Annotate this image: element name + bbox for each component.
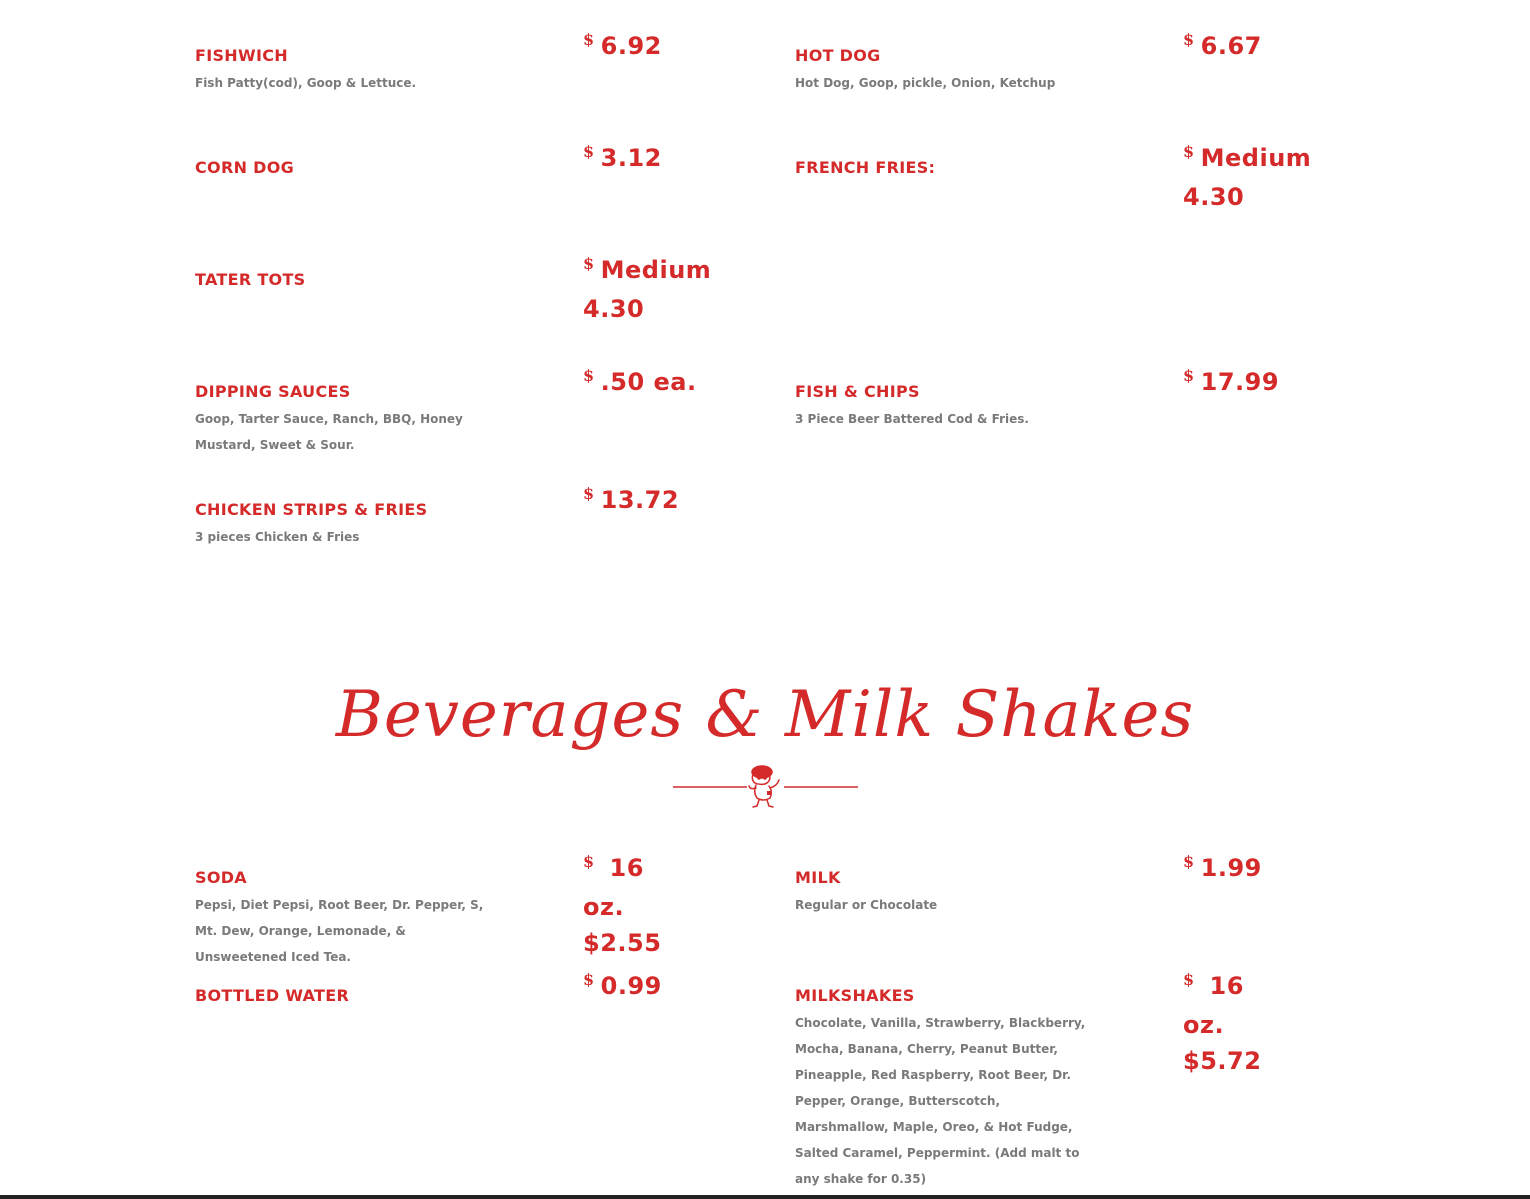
item-price xyxy=(1183,28,1333,67)
currency-symbol: $ xyxy=(583,970,595,989)
currency-symbol: $ xyxy=(583,30,595,49)
item-description: 3 Piece Beer Battered Cod & Fries. xyxy=(795,412,1029,426)
currency-symbol: $ xyxy=(583,142,595,161)
item-description: Regular or Chocolate xyxy=(795,898,938,912)
section-title-beverages: Beverages & Milk Shakes xyxy=(335,678,1195,752)
mascot-icon xyxy=(749,766,779,807)
item-description: Goop, Tarter Sauce, Ranch, BBQ, Honey Mustard, Sweet & Sour. xyxy=(195,412,463,452)
currency-symbol: $ xyxy=(583,366,595,385)
currency-symbol: $ xyxy=(1183,366,1195,385)
item-description: Chocolate, Vanilla, Strawberry, Blackberry, Mocha, Banana, Cherry, Peanut Butter, Pineapple, Red Raspberry, Root Beer, Dr. Pepper, Orange, Butterscotch, Marshmallow, Maple, Oreo, & Hot Fudge, Salted Caramel, Peppermint. (Add malt to any shake for 0.35) xyxy=(795,1016,1086,1186)
item-price-value: 17.99 xyxy=(1200,368,1280,396)
item-description: Hot Dog, Goop, pickle, Onion, Ketchup xyxy=(795,76,1056,90)
item-name: DIPPING SAUCES xyxy=(195,382,351,401)
item-name: MILK xyxy=(795,868,841,887)
item-name: CORN DOG xyxy=(195,158,295,177)
item-description: Fish Patty(cod), Goop & Lettuce. xyxy=(195,76,417,90)
item-price-value: 16 oz. $2.55 xyxy=(583,854,662,957)
item-description: Pepsi, Diet Pepsi, Root Beer, Dr. Pepper, S, Mt. Dew, Orange, Lemonade, & Unsweetened Iced Tea. xyxy=(195,898,484,964)
currency-symbol: $ xyxy=(583,484,595,503)
item-price-value: .50 ea. xyxy=(600,368,697,396)
item-price-value: 0.99 xyxy=(600,972,662,1000)
item-price-value: 13.72 xyxy=(600,486,680,514)
item-price xyxy=(583,252,713,327)
item-price xyxy=(583,28,733,67)
item-price xyxy=(583,140,733,179)
item-name: TATER TOTS xyxy=(195,270,306,289)
item-price xyxy=(1183,364,1333,403)
item-price xyxy=(583,968,733,1007)
currency-symbol: $ xyxy=(1183,142,1195,161)
item-price xyxy=(1183,968,1293,1079)
item-name: CHICKEN STRIPS & FRIES xyxy=(195,500,428,519)
item-price xyxy=(1183,850,1333,889)
bottom-border xyxy=(0,1195,1530,1199)
item-name: SODA xyxy=(195,868,247,887)
currency-symbol: $ xyxy=(583,254,595,273)
item-price-value: Medium 4.30 xyxy=(583,256,712,323)
item-name: BOTTLED WATER xyxy=(195,986,350,1005)
currency-symbol: $ xyxy=(1183,970,1195,989)
item-name: FRENCH FRIES: xyxy=(795,158,936,177)
item-name: MILKSHAKES xyxy=(795,986,915,1005)
item-price xyxy=(583,850,693,961)
item-description: 3 pieces Chicken & Fries xyxy=(195,530,360,544)
item-price-value: 6.92 xyxy=(600,32,662,60)
item-price-value: 3.12 xyxy=(600,144,662,172)
item-name: FISHWICH xyxy=(195,46,288,65)
currency-symbol: $ xyxy=(583,852,595,871)
item-name: FISH & CHIPS xyxy=(795,382,920,401)
currency-symbol: $ xyxy=(1183,30,1195,49)
section-divider xyxy=(673,760,858,810)
item-price xyxy=(1183,140,1313,215)
item-price xyxy=(583,482,733,521)
item-price-value: 16 oz. $5.72 xyxy=(1183,972,1262,1075)
item-name: HOT DOG xyxy=(795,46,881,65)
item-price-value: 1.99 xyxy=(1200,854,1262,882)
item-price-value: 6.67 xyxy=(1200,32,1262,60)
currency-symbol: $ xyxy=(1183,852,1195,871)
item-price-value: Medium 4.30 xyxy=(1183,144,1312,211)
item-price xyxy=(583,364,733,403)
